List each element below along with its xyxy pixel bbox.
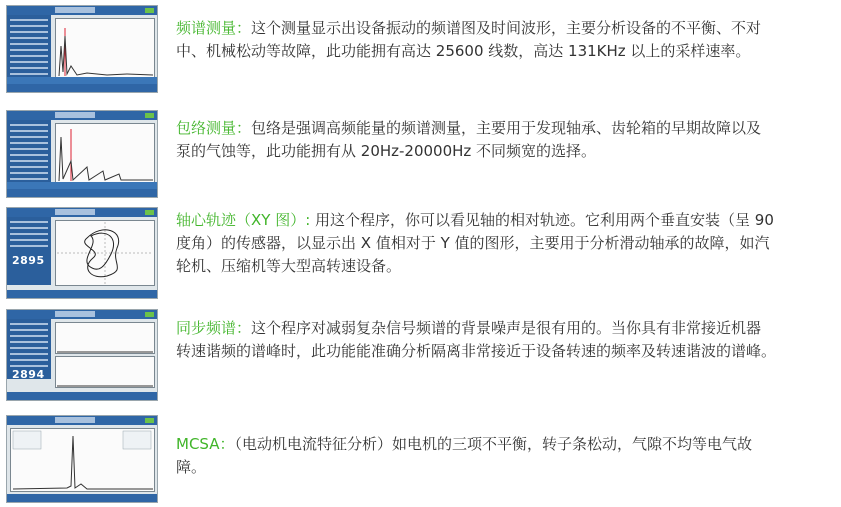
section-envelope [176,117,776,163]
orbit-screenshot-icon [7,208,158,299]
section-body: 这个程序对减弱复杂信号频谱的背景噪声是很有用的。当你具有非常接近机器转速谐频的谱峰时，此功能能准确分析隔离非常接近于设备转速的频率及转速谐波的谱峰。 [176,319,777,360]
section-body: （电动机电流特征分析）如电机的三项不平衡，转子条松动，气隙不均等电气故障。 [176,435,752,476]
synchronous-spectrum-screenshot-icon [7,310,158,401]
spectrum-thumbnail [6,5,158,93]
section-title: 频谱测量： [176,19,252,37]
section-body: 这个测量显示出设备振动的频谱图及时间波形，主要分析设备的不平衡、不对中、机械松动等故障，此功能拥有高达 25600 线数，高达 131KHz 以上的采样速率。 [176,19,762,60]
synchronous-rpm-value: 2894 [12,368,45,381]
section-title: 轴心轨迹（XY 图）: [176,211,311,229]
section-body: 用这个程序，你可以看见轴的相对轨迹。它利用两个垂直安装（呈 90 度角）的传感器，以显示出 X 值相对于 Y 值的图形，主要用于分析滑动轴承的故障，如汽轮机、压缩机等大型高转速设备。 [176,211,774,275]
section-title: 包络测量： [176,119,252,137]
section-synchronous-spectrum [176,317,776,363]
mcsa-screenshot-icon [7,416,158,503]
mcsa-thumbnail [6,415,158,503]
section-title: MCSA： [176,435,235,453]
section-mcsa [176,433,776,479]
section-title: 同步频谱： [176,319,252,337]
envelope-thumbnail [6,110,158,198]
envelope-screenshot-icon [7,111,158,198]
spectrum-screenshot-icon [7,6,158,93]
synchronous-spectrum-thumbnail [6,309,158,401]
section-body: 包络是强调高频能量的频谱测量，主要用于发现轴承、齿轮箱的早期故障以及泵的气蚀等，此功能拥有从 20Hz-20000Hz 不同频宽的选择。 [176,119,762,160]
orbit-thumbnail [6,207,158,299]
orbit-rpm-value: 2895 [12,254,45,267]
section-orbit [176,209,776,278]
section-spectrum [176,17,776,63]
